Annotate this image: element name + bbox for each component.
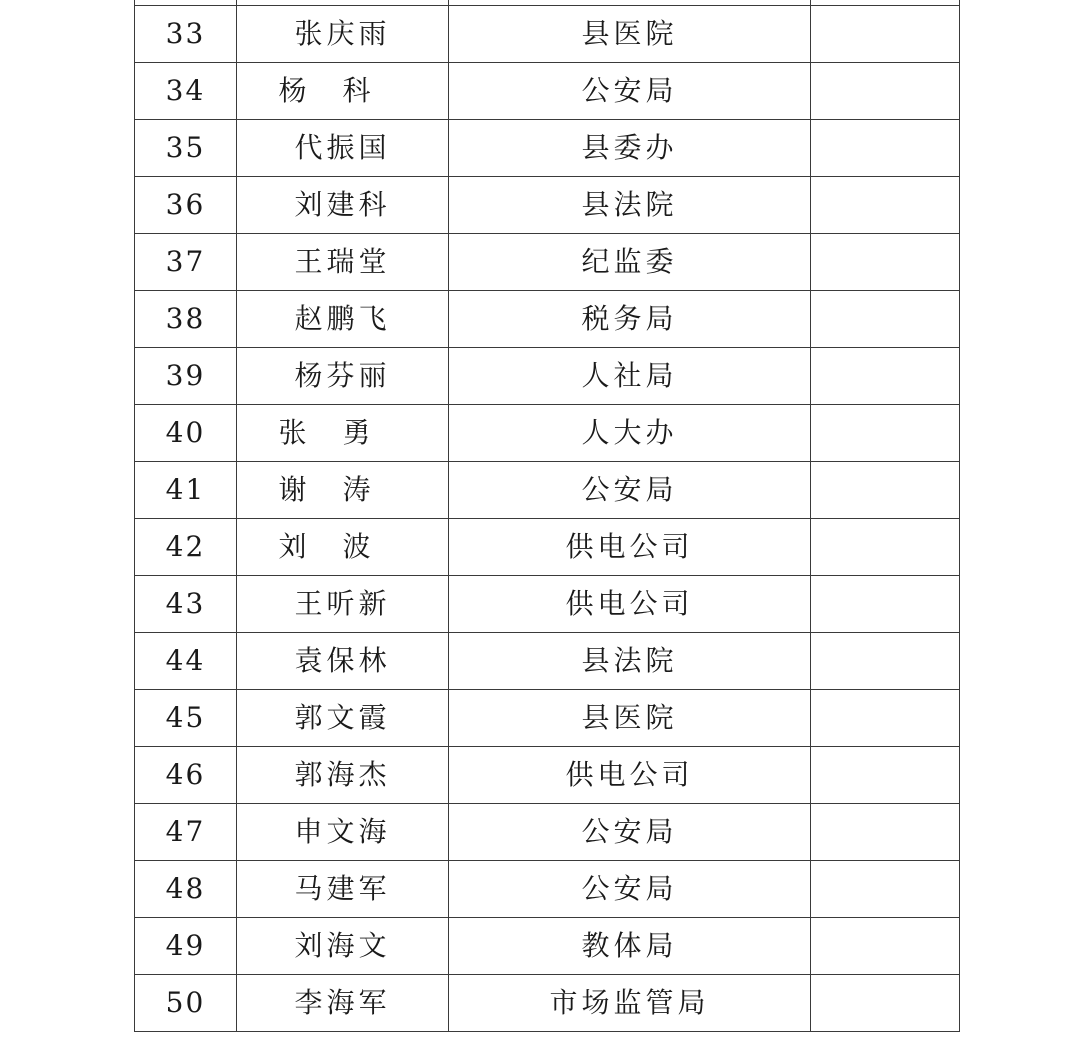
person-name-cell: 杨芬丽 xyxy=(237,348,449,405)
work-unit-cell: 县医院 xyxy=(449,690,811,747)
personnel-table xyxy=(134,0,960,1032)
table-row xyxy=(135,519,960,576)
work-unit-cell: 县法院 xyxy=(449,633,811,690)
row-number-cell: 39 xyxy=(135,348,237,405)
remarks-cell xyxy=(811,462,960,519)
row-number-cell: 37 xyxy=(135,234,237,291)
work-unit-cell: 供电公司 xyxy=(449,747,811,804)
row-number-cell: 45 xyxy=(135,690,237,747)
person-name-cell: 王听新 xyxy=(237,576,449,633)
work-unit-cell: 公安局 xyxy=(449,462,811,519)
personnel-table-body xyxy=(135,0,960,1032)
remarks-cell xyxy=(811,576,960,633)
remarks-cell xyxy=(811,120,960,177)
work-unit-cell: 人大办 xyxy=(449,405,811,462)
row-number-cell: 43 xyxy=(135,576,237,633)
row-number-cell: 44 xyxy=(135,633,237,690)
remarks-cell xyxy=(811,348,960,405)
table-row xyxy=(135,462,960,519)
remarks-cell xyxy=(811,63,960,120)
table-row xyxy=(135,918,960,975)
person-name-cell: 杨科 xyxy=(237,63,449,120)
person-name-cell: 郭文霞 xyxy=(237,690,449,747)
work-unit-cell: 人社局 xyxy=(449,348,811,405)
remarks-cell xyxy=(811,747,960,804)
table-row xyxy=(135,747,960,804)
person-name-cell: 马建军 xyxy=(237,861,449,918)
remarks-cell xyxy=(811,633,960,690)
remarks-cell xyxy=(811,861,960,918)
person-name-cell: 袁保林 xyxy=(237,633,449,690)
row-number-cell: 47 xyxy=(135,804,237,861)
person-name-cell: 郭海杰 xyxy=(237,747,449,804)
work-unit-cell: 公安局 xyxy=(449,63,811,120)
table-row xyxy=(135,63,960,120)
person-name-cell: 代振国 xyxy=(237,120,449,177)
row-number-cell: 48 xyxy=(135,861,237,918)
person-name-cell: 王瑞堂 xyxy=(237,234,449,291)
table-row xyxy=(135,348,960,405)
work-unit-cell: 县委办 xyxy=(449,120,811,177)
row-number-cell: 46 xyxy=(135,747,237,804)
table-row xyxy=(135,861,960,918)
work-unit-cell: 市场监管局 xyxy=(449,975,811,1032)
row-number-cell: 41 xyxy=(135,462,237,519)
work-unit-cell: 税务局 xyxy=(449,291,811,348)
person-name-cell: 刘波 xyxy=(237,519,449,576)
table-row xyxy=(135,405,960,462)
row-number-cell: 34 xyxy=(135,63,237,120)
table-row xyxy=(135,177,960,234)
table-row xyxy=(135,690,960,747)
remarks-cell xyxy=(811,6,960,63)
remarks-cell xyxy=(811,975,960,1032)
work-unit-cell: 公安局 xyxy=(449,861,811,918)
table-row xyxy=(135,6,960,63)
row-number-cell: 50 xyxy=(135,975,237,1032)
person-name-cell: 张庆雨 xyxy=(237,6,449,63)
row-number-cell: 49 xyxy=(135,918,237,975)
table-row xyxy=(135,975,960,1032)
work-unit-cell: 供电公司 xyxy=(449,576,811,633)
row-number-cell: 36 xyxy=(135,177,237,234)
work-unit-cell: 县法院 xyxy=(449,177,811,234)
row-number-cell: 40 xyxy=(135,405,237,462)
person-name-cell: 刘海文 xyxy=(237,918,449,975)
person-name-cell: 刘建科 xyxy=(237,177,449,234)
row-number-cell: 38 xyxy=(135,291,237,348)
work-unit-cell: 纪监委 xyxy=(449,234,811,291)
remarks-cell xyxy=(811,519,960,576)
person-name-cell: 赵鹏飞 xyxy=(237,291,449,348)
work-unit-cell: 公安局 xyxy=(449,804,811,861)
work-unit-cell: 教体局 xyxy=(449,918,811,975)
table-row xyxy=(135,120,960,177)
work-unit-cell: 供电公司 xyxy=(449,519,811,576)
remarks-cell xyxy=(811,177,960,234)
row-number-cell: 42 xyxy=(135,519,237,576)
remarks-cell xyxy=(811,918,960,975)
table-row xyxy=(135,576,960,633)
remarks-cell xyxy=(811,804,960,861)
person-name-cell: 李海军 xyxy=(237,975,449,1032)
table-row xyxy=(135,291,960,348)
remarks-cell xyxy=(811,405,960,462)
person-name-cell: 张勇 xyxy=(237,405,449,462)
row-number-cell: 35 xyxy=(135,120,237,177)
remarks-cell xyxy=(811,234,960,291)
work-unit-cell: 县医院 xyxy=(449,6,811,63)
row-number-cell: 33 xyxy=(135,6,237,63)
table-row xyxy=(135,633,960,690)
person-name-cell: 谢涛 xyxy=(237,462,449,519)
remarks-cell xyxy=(811,690,960,747)
remarks-cell xyxy=(811,291,960,348)
person-name-cell: 申文海 xyxy=(237,804,449,861)
table-row xyxy=(135,804,960,861)
table-row xyxy=(135,234,960,291)
